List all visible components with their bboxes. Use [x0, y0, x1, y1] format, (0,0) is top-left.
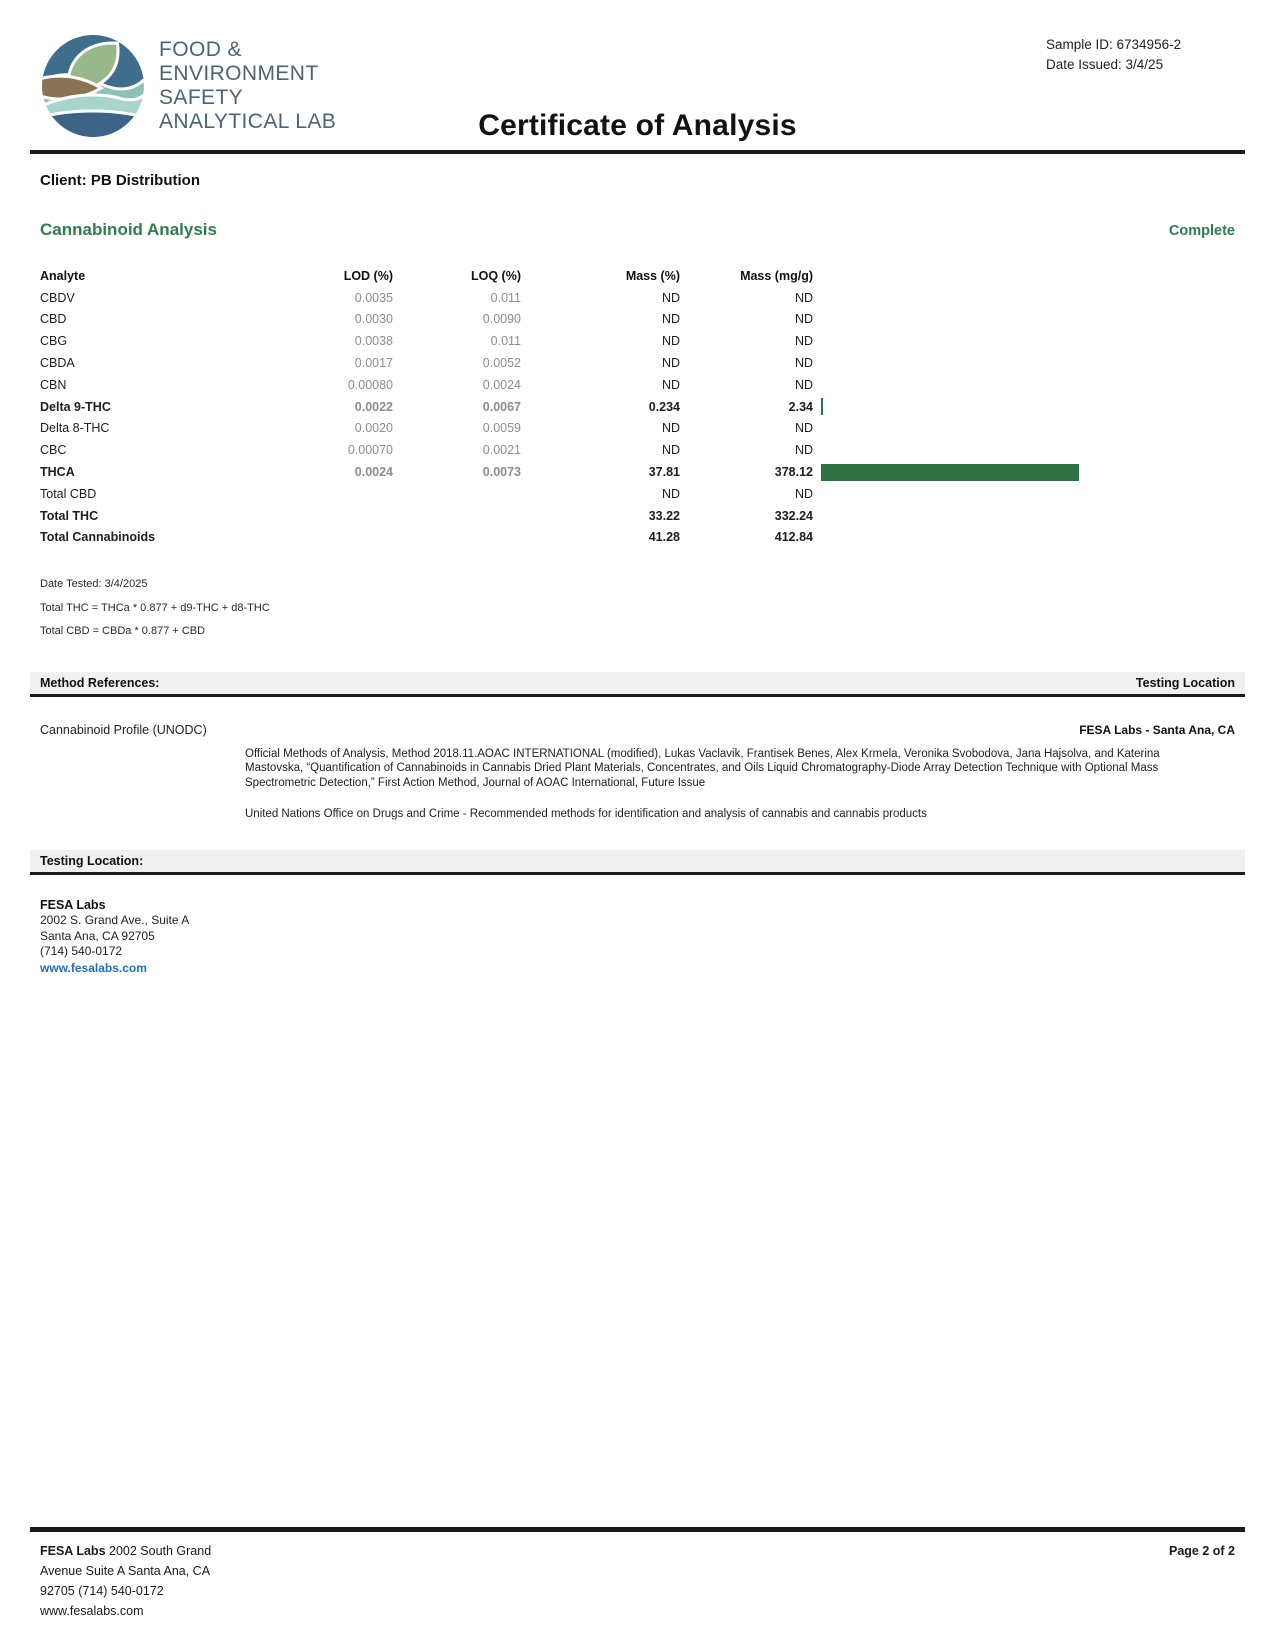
document-title: Certificate of Analysis	[478, 109, 797, 142]
analyte-name: CBDA	[40, 356, 75, 371]
lod-value: 0.0020	[354, 421, 393, 436]
total-cbd-formula: Total CBD = CBDa * 0.877 + CBD	[40, 625, 206, 638]
footer-address-line3: 92705 (714) 540-0172	[40, 1584, 164, 1598]
analyte-row-total-cannabinoids	[40, 527, 1235, 549]
col-mass-mgg: Mass (mg/g)	[740, 268, 813, 283]
mass-bar-cell	[813, 461, 1235, 483]
mass-mgg-value: ND	[794, 356, 813, 371]
mass-mgg-value: ND	[794, 334, 813, 349]
lab-name-line: FOOD &	[159, 38, 242, 61]
testing-location-band	[30, 850, 1245, 875]
lod-value: 0.0022	[354, 399, 393, 414]
loq-value: 0.0067	[482, 399, 521, 414]
lab-phone: (714) 540-0172	[40, 944, 123, 959]
lod-value: 0.0030	[354, 312, 393, 327]
page-footer	[0, 1527, 1275, 1621]
mass-bar-cell	[813, 374, 1235, 396]
lab-address-block	[40, 898, 1235, 977]
lod-value: 0.0038	[354, 334, 393, 349]
sample-meta	[1046, 35, 1181, 75]
cannabinoid-profile-label: Cannabinoid Profile (UNODC)	[40, 722, 207, 737]
footer-address-line1	[40, 1541, 1235, 1561]
header-divider	[30, 150, 1245, 154]
analyte-name: Total Cannabinoids	[40, 530, 156, 545]
mass-bar-cell	[813, 439, 1235, 461]
method-reference-citation: Official Methods of Analysis, Method 2018.11.AOAC INTERNATIONAL (modified), Lukas Vaclavik, Frantisek Benes, Alex Krmela, Veronika Svobodova, Jana Hajsolva, and Katerina Mastovska, “Quantification of Cannabinoids in Cannabis Dried Plant Materials, Concentrates, and Oils Liquid Chromatography-Diode Array Detection Technique with Optional Mass Spectrometric Detection,” First Action Method, Journal of AOAC International, Future Issue	[245, 747, 1160, 789]
mass-bar-cell	[813, 527, 1235, 549]
lab-name-line: ENVIRONMENT	[159, 62, 319, 85]
mass-pct-value: ND	[661, 486, 680, 501]
col-analyte: Analyte	[40, 268, 86, 283]
mass-bar-cell	[813, 396, 1235, 418]
lod-value: 0.00070	[347, 443, 393, 458]
lod-value: 0.0035	[354, 290, 393, 305]
lod-value: 0.0024	[354, 465, 393, 480]
mass-pct-value: ND	[661, 377, 680, 392]
testing-location-value: FESA Labs - Santa Ana, CA	[1079, 722, 1235, 737]
loq-value: 0.0073	[482, 465, 521, 480]
method-references-band	[30, 672, 1245, 697]
analyte-row-delta-8-thc	[40, 418, 1235, 440]
testing-location-label: Testing Location:	[40, 853, 144, 868]
table-header-row	[40, 265, 1235, 287]
page-number: Page 2 of 2	[1169, 1544, 1235, 1558]
lod-value: 0.0017	[354, 356, 393, 371]
mass-mgg-value: 332.24	[774, 508, 813, 523]
date-tested-note: Date Tested: 3/4/2025	[40, 578, 148, 591]
loq-value: 0.0059	[482, 421, 521, 436]
mass-mgg-value: ND	[794, 443, 813, 458]
method-profile-row	[40, 723, 1235, 737]
lod-value: 0.00080	[347, 377, 393, 392]
mass-mgg-value: 378.12	[774, 465, 813, 480]
analyte-name: Total CBD	[40, 486, 97, 501]
mass-mgg-value: ND	[794, 486, 813, 501]
mass-pct-value: 37.81	[648, 465, 680, 480]
header	[30, 33, 1245, 141]
analyte-name: CBC	[40, 443, 67, 458]
lab-address-line2: Santa Ana, CA 92705	[40, 928, 155, 943]
analyte-row-total-thc	[40, 505, 1235, 527]
mass-pct-value: 41.28	[648, 530, 680, 545]
footer-website: www.fesalabs.com	[40, 1604, 144, 1618]
footer-divider	[30, 1527, 1245, 1532]
unodc-reference: United Nations Office on Drugs and Crime - Recommended methods for identification and analysis of cannabis and cannabis products	[245, 808, 927, 821]
analyte-row-delta-9-thc	[40, 396, 1235, 418]
footer-content	[40, 1541, 1235, 1621]
mass-mgg-value: ND	[794, 312, 813, 327]
analyte-name: Delta 9-THC	[40, 399, 111, 414]
analyte-row-cbc	[40, 439, 1235, 461]
mass-pct-value: ND	[661, 290, 680, 305]
method-references-block	[40, 723, 1235, 822]
analyte-name: CBDV	[40, 290, 75, 305]
lab-name-line: ANALYTICAL LAB	[159, 110, 337, 133]
footer-address-line2: Avenue Suite A Santa Ana, CA	[40, 1564, 211, 1578]
lab-address-line1: 2002 S. Grand Ave., Suite A	[40, 913, 190, 928]
loq-value: 0.0090	[482, 312, 521, 327]
table-body	[40, 287, 1235, 549]
mass-pct-value: 0.234	[648, 399, 680, 414]
analyte-name: Delta 8-THC	[40, 421, 110, 436]
analyte-name: Total THC	[40, 508, 99, 523]
mass-mgg-value: ND	[794, 377, 813, 392]
date-issued: Date Issued: 3/4/25	[1046, 57, 1164, 72]
mass-pct-value: ND	[661, 334, 680, 349]
analyte-row-cbn	[40, 374, 1235, 396]
mass-pct-value: ND	[661, 312, 680, 327]
footer-lab-name: FESA Labs	[40, 1544, 106, 1558]
col-loq: LOQ (%)	[471, 268, 521, 283]
lab-name-line: SAFETY	[159, 86, 244, 109]
status-badge: Complete	[1168, 223, 1235, 239]
analyte-name: CBD	[40, 312, 67, 327]
loq-value: 0.0024	[482, 377, 521, 392]
loq-value: 0.011	[490, 334, 521, 349]
mass-bar-cell	[813, 330, 1235, 352]
lab-name-text: FESA Labs	[40, 897, 106, 912]
mass-pct-value: 33.22	[648, 508, 680, 523]
mass-pct-value: ND	[661, 443, 680, 458]
mass-pct-value: ND	[661, 421, 680, 436]
mass-mgg-value: ND	[794, 290, 813, 305]
mass-mgg-value: 412.84	[774, 530, 813, 545]
mass-bar	[821, 398, 823, 415]
loq-value: 0.0052	[482, 356, 521, 371]
analyte-row-cbd	[40, 309, 1235, 331]
cannabinoid-section-head	[40, 220, 1235, 240]
mass-mgg-value: ND	[794, 421, 813, 436]
mass-bar-cell	[813, 483, 1235, 505]
col-lod: LOD (%)	[343, 268, 393, 283]
mass-bar	[821, 464, 1079, 481]
analyte-name: THCA	[40, 465, 75, 480]
analyte-row-cbg	[40, 330, 1235, 352]
analysis-notes	[40, 573, 1235, 644]
loq-value: 0.011	[490, 290, 521, 305]
mass-bar-cell	[813, 418, 1235, 440]
col-mass-pct: Mass (%)	[625, 268, 680, 283]
mass-bar-cell	[813, 505, 1235, 527]
analyte-name: CBG	[40, 334, 68, 349]
total-thc-formula: Total THC = THCa * 0.877 + d9-THC + d8-THC	[40, 601, 270, 614]
method-references-label: Method References:	[40, 675, 160, 690]
analyte-row-total-cbd	[40, 483, 1235, 505]
mass-pct-value: ND	[661, 356, 680, 371]
testing-location-column-label: Testing Location	[1135, 675, 1235, 690]
mass-bar-cell	[813, 309, 1235, 331]
mass-mgg-value: 2.34	[788, 399, 813, 414]
section-title: Cannabinoid Analysis	[40, 220, 217, 239]
client-line: Client: PB Distribution	[40, 172, 200, 189]
sample-id: Sample ID: 6734956-2	[1046, 37, 1182, 52]
lab-website-link[interactable]: www.fesalabs.com	[40, 960, 147, 975]
analyte-row-thca	[40, 461, 1235, 483]
analyte-row-cbda	[40, 352, 1235, 374]
footer-address-rest: 2002 South Grand	[105, 1544, 212, 1558]
analyte-name: CBN	[40, 377, 67, 392]
loq-value: 0.0021	[482, 443, 521, 458]
mass-bar-cell	[813, 352, 1235, 374]
analyte-row-cbdv	[40, 287, 1235, 309]
mass-bar-cell	[813, 287, 1235, 309]
cannabinoid-table	[40, 265, 1235, 548]
